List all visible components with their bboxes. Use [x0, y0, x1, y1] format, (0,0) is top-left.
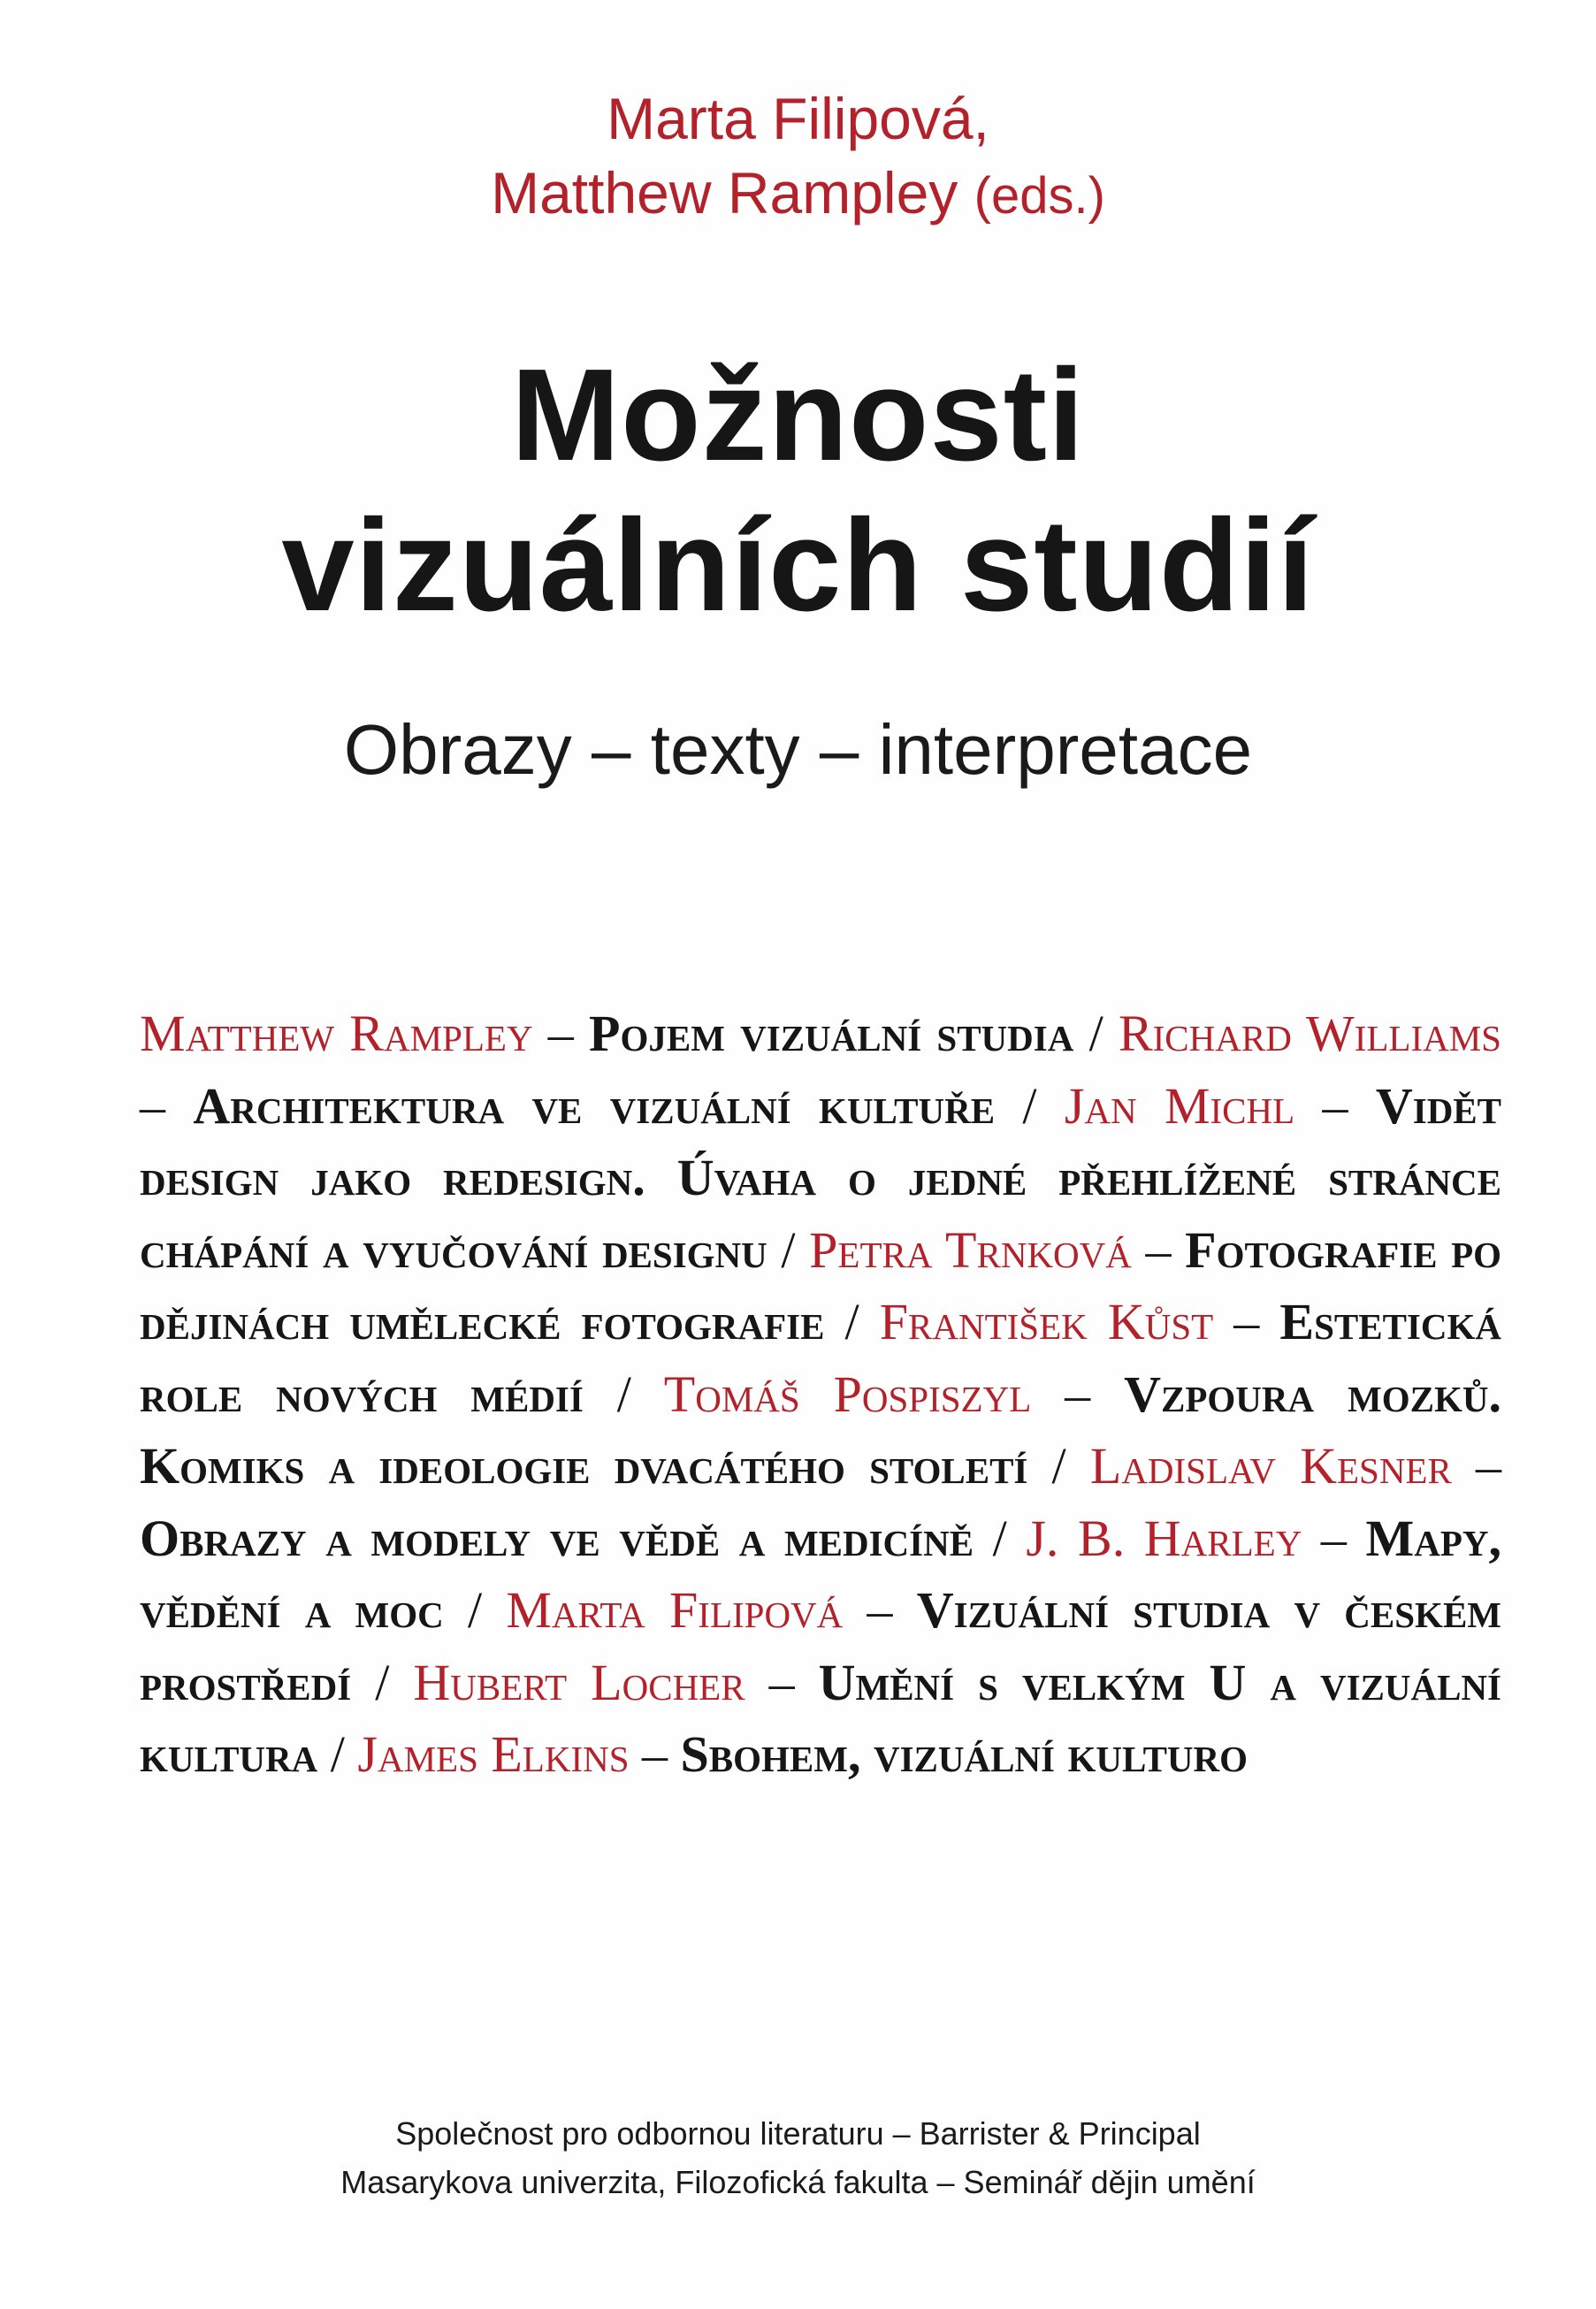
- contents-essay-title: Fotografie po dějinách umělecké fotografie: [140, 1220, 1502, 1350]
- contents-essay-title: Vzpoura mozků. Komiks a ideologie dvacátého století: [140, 1365, 1501, 1495]
- contents-essay-title: Mapy, vědění a moc: [140, 1509, 1502, 1639]
- title-line-1: Možnosti: [510, 342, 1086, 488]
- contents-author: Jan Michl: [1064, 1076, 1295, 1135]
- contents-separator: /: [767, 1220, 810, 1279]
- contents-author: Petra Trnková: [809, 1220, 1132, 1279]
- editor-line-2: [0, 156, 1596, 233]
- contents-separator: /: [995, 1076, 1065, 1135]
- contents-essay-title: Vizuální studia v českém prostředí: [140, 1581, 1501, 1711]
- contents-essay-title: Vidět design jako redesign. Úvaha o jedné přehlížené stránce chápání a vyučování designu: [140, 1076, 1502, 1279]
- contents-author: J. B. Harley: [1026, 1509, 1302, 1567]
- contents-separator: /: [824, 1293, 880, 1350]
- contents-author: Tomáš Pospiszyl: [663, 1365, 1032, 1423]
- contents-separator: /: [583, 1365, 664, 1423]
- book-subtitle: Obrazy – texty – interpretace: [343, 710, 1253, 789]
- contents-essay-title: Obrazy a modely ve vědě a medicíně: [140, 1509, 974, 1567]
- contents-essay-title: Umění s velkým U a vizuální kultura: [140, 1653, 1501, 1783]
- title-line-2: vizuálních studií: [281, 493, 1315, 638]
- contents-author: Hubert Locher: [413, 1653, 745, 1711]
- contents-separator: /: [1073, 1005, 1119, 1062]
- contents-author: James Elkins: [357, 1725, 630, 1783]
- publisher-line-2: Masarykova univerzita, Filozofická fakulta – Seminář dějin umění: [340, 2164, 1256, 2200]
- book-title: [0, 340, 1596, 641]
- editor-line-1: Marta Filipová,: [607, 86, 989, 151]
- contents-author: Marta Filipová: [506, 1581, 844, 1639]
- editor-name-2: Matthew Rampley: [491, 160, 958, 226]
- publisher-line-1: Společnost pro odbornou literaturu – Barrister & Principal: [395, 2115, 1201, 2152]
- contents-essay-title: Architektura ve vizuální kultuře: [193, 1076, 996, 1135]
- contents-separator: /: [443, 1581, 507, 1639]
- contents-separator: /: [1027, 1437, 1090, 1495]
- contents-essay-title: Sbohem, vizuální kulturo: [680, 1725, 1249, 1783]
- contents-author: Ladislav Kesner: [1089, 1437, 1452, 1495]
- contents-author: Richard Williams: [1118, 1005, 1501, 1062]
- contents-separator: /: [351, 1653, 414, 1711]
- editors-suffix: (eds.): [974, 167, 1105, 225]
- contents-list: Matthew Rampley – Pojem vizuální studia / Richard Williams – Architektura ve vizuální kultuře / Jan Michl – Vidět design jako redesign. Úvaha o jedné přehlížené stránce chápání a vyučování designu / Petra Trnková – Fotografie po dějinách umělecké fotografie / František Kůst – Estetická role nových médií / Tomáš Pospiszyl – Vzpoura mozků. Komiks a ideologie dvacátého století / Ladislav Kesner – Obrazy a modely ve vědě a medicíně / J. B. Harley – Mapy, vědění a moc / Marta Filipová – Vizuální studia v českém prostředí / Hubert Locher – Umění s velkým U a vizuální kultura / James Elkins – Sbohem, vizuální kulturo: [140, 1005, 1502, 1783]
- publishers-block: [0, 2109, 1596, 2206]
- contents-author: František Kůst: [879, 1293, 1214, 1350]
- contents-essay-title: Pojem vizuální studia: [589, 1005, 1074, 1062]
- contents-separator: /: [974, 1509, 1027, 1567]
- contents-essay-title: Estetická role nových médií: [140, 1293, 1501, 1423]
- contents-separator: /: [317, 1725, 358, 1783]
- contents-author: Matthew Rampley: [140, 1005, 533, 1062]
- editors-block: [0, 81, 1596, 233]
